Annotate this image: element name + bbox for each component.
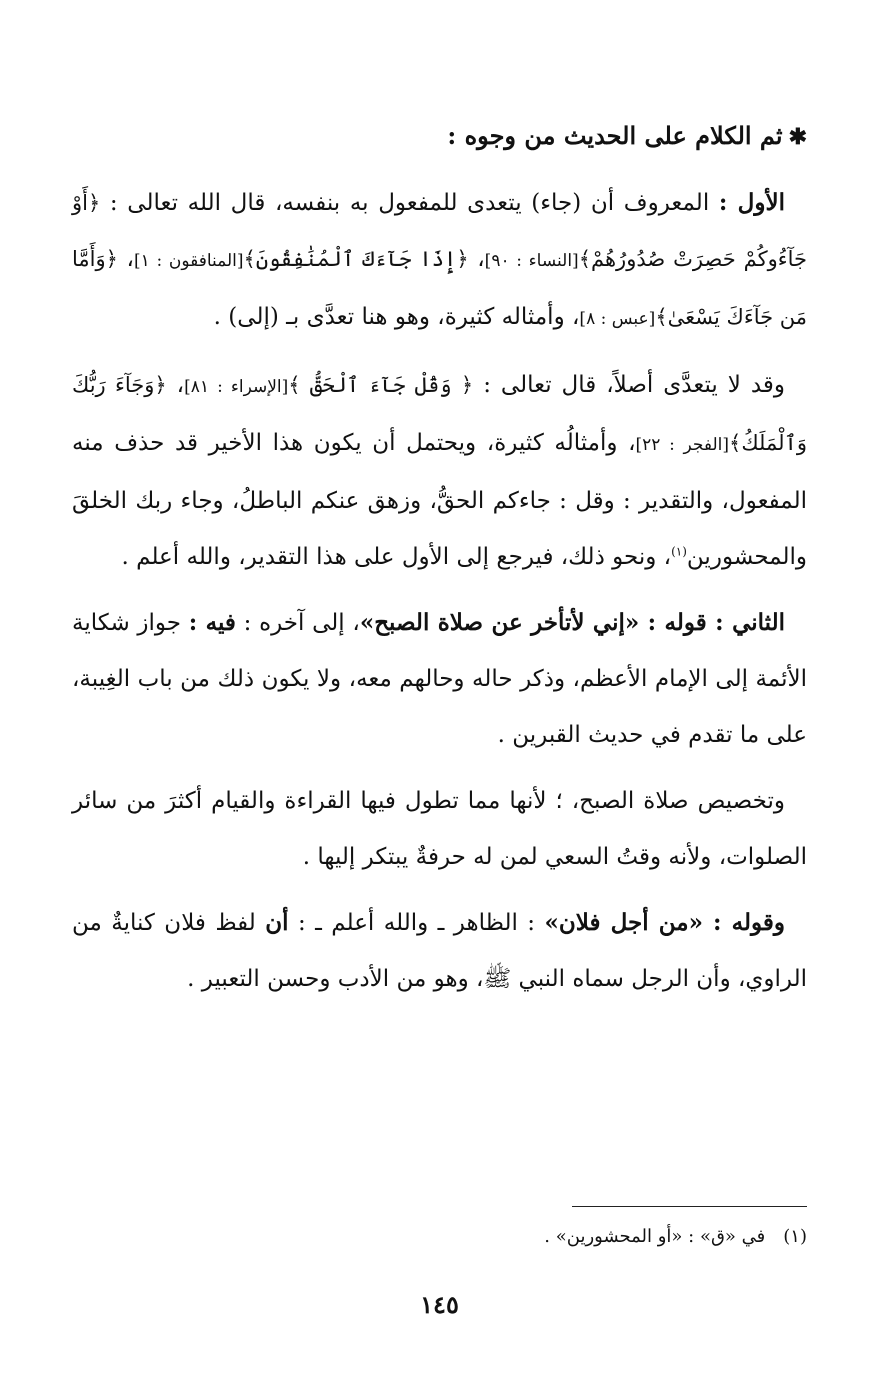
paragraph-lead: الثاني : قوله : «إني لأتأخر عن صلاة الصبح» [359, 609, 785, 636]
footnote-marker: (١) [671, 544, 687, 559]
surah-reference: [الفجر : ٢٢] [635, 435, 730, 455]
paragraph-text: ، [468, 246, 485, 272]
page-number: ١٤٥ [420, 1290, 459, 1319]
paragraph-text: ، ونحو ذلك، فيرجع إلى الأول على هذا التقدير، والله أعلم . [121, 544, 672, 570]
surah-reference: [المنافقون : ١] [133, 251, 244, 271]
paragraph-text: ، وأمثالُه كثيرة، ويحتمل أن يكون هذا الأخير قد حذف منه المفعول، والتقدير : وقل : جاءكم الحقُّ، وزهق عنكم الباطلُ، وجاء ربك الخلقَ والمحشورين [72, 430, 807, 570]
paragraph-text: ، إلى آخره : [235, 610, 360, 636]
surah-reference: [عبس : ٨] [579, 309, 656, 329]
paragraph-lead-an: أن [265, 909, 289, 936]
paragraph-text: جواز شكاية الأئمة إلى الإمام الأعظم، وذكر حاله وحالهم معه، ولا يكون ذلك من باب الغِيبة، على ما تقدم في حديث القبرين . [72, 610, 807, 748]
paragraph-first-point [72, 175, 807, 347]
paragraph-fajr [72, 773, 807, 885]
paragraph-text: ، [166, 372, 185, 398]
paragraph-lead-fih: فيه : [188, 609, 236, 636]
footnote-divider [572, 1206, 807, 1207]
quran-quote: ﴿أَوْ جَآءُوكُمْ حَصِرَتْ صُدُورُهُمْ﴾ [72, 191, 808, 271]
paragraph-lead: وقوله : «من أجل فلان» [544, 909, 785, 936]
footnote [72, 1222, 807, 1252]
paragraph-min-ajl [72, 895, 807, 1007]
star-icon: ✱ [788, 124, 807, 150]
paragraph-text: : الظاهر ـ والله أعلم ـ : [288, 910, 545, 936]
paragraph-intransitive [72, 357, 807, 585]
heading-text: ثم الكلام على الحديث من وجوه : [447, 121, 783, 150]
quran-quote: ﴿وَأَمَّا مَن جَآءَكَ يَسْعَىٰ﴾ [72, 247, 807, 329]
paragraph-text: لفظ فلان كنايةٌ من الراوي، وأن الرجل سماه النبي ﷺ، وهو من الأدب وحسن التعبير . [72, 910, 807, 992]
quran-quote: ﴿ وَقُلْ جَآءَ ٱلْحَقُّ ﴾ [288, 373, 474, 397]
paragraph-text: وتخصيص صلاة الصبح، ؛ لأنها مما تطول فيها القراءة والقيام أكثرَ من سائر الصلوات، ولأنه وقتُ السعي لمن له حرفةٌ يبتكر إليها . [72, 788, 807, 870]
quran-quote: ﴿وَجَآءَ رَبُّكَ وَٱلْمَلَكُ﴾ [72, 373, 807, 455]
body-text [72, 108, 807, 1017]
footnote-text: في «ق» : «أو المحشورين» . [544, 1226, 766, 1247]
paragraph-text: ، وأمثاله كثيرة، وهو هنا تعدَّى بـ (إلى) . [213, 304, 580, 330]
surah-reference: [النساء : ٩٠] [484, 251, 579, 271]
surah-reference: [الإسراء : ٨١] [184, 377, 289, 397]
footnote-number: (١) [783, 1226, 807, 1247]
paragraph-lead: الأول : [718, 189, 786, 216]
paragraph-text: وقد لا يتعدَّى أصلاً، قال تعالى : [473, 372, 786, 398]
paragraph-second-point [72, 595, 807, 763]
paragraph-text: المعروف أن (جاء) يتعدى للمفعول به بنفسه، قال الله تعالى : [100, 190, 719, 216]
section-heading [72, 108, 807, 165]
quran-quote: ﴿إِذَا جَآءَكَ ٱلْمُنَٰفِقُونَ﴾ [243, 247, 469, 271]
paragraph-text: ، [117, 246, 134, 272]
